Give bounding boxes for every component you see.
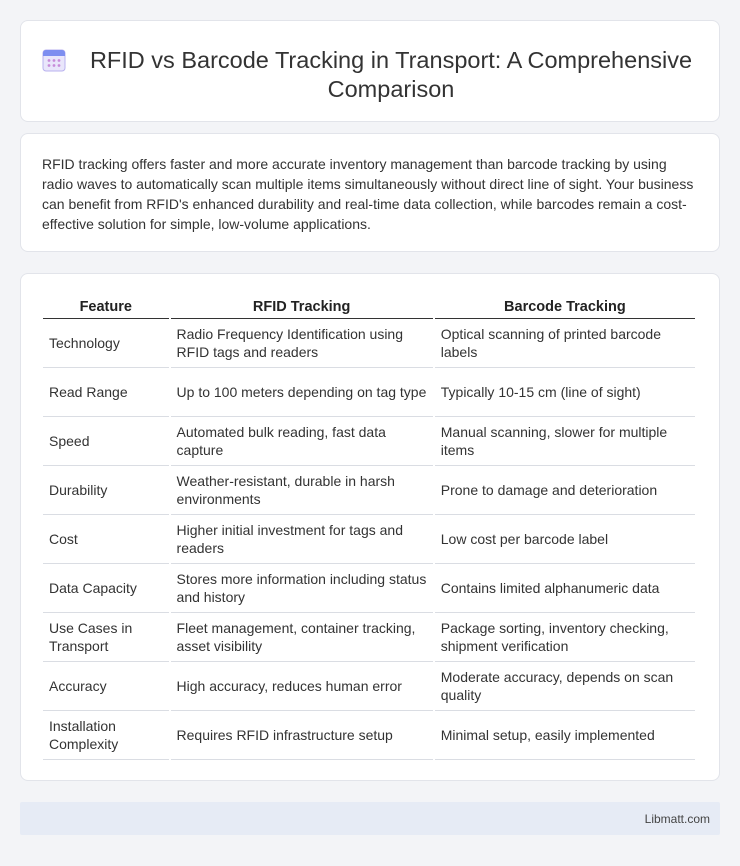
comparison-table [41,294,697,760]
rfid-cell: Requires RFID infrastructure setup [171,711,433,760]
rfid-cell: Stores more information including status and history [171,564,433,613]
feature-cell: Read Range [43,368,169,417]
header-rfid: RFID Tracking [171,294,433,319]
table-row [43,613,695,662]
feature-cell: Durability [43,466,169,515]
barcode-cell: Optical scanning of printed barcode labels [435,319,695,368]
table-header-row [43,294,695,319]
table-row [43,515,695,564]
feature-cell: Accuracy [43,662,169,711]
barcode-cell: Moderate accuracy, depends on scan quality [435,662,695,711]
table-row [43,564,695,613]
feature-cell: Cost [43,515,169,564]
barcode-cell: Contains limited alphanumeric data [435,564,695,613]
table-row [43,319,695,368]
intro-card [20,133,720,252]
table-row [43,711,695,760]
footer [20,802,720,835]
barcode-cell: Package sorting, inventory checking, shipment verification [435,613,695,662]
feature-cell: Data Capacity [43,564,169,613]
barcode-cell: Low cost per barcode label [435,515,695,564]
feature-cell: Use Cases in Transport [43,613,169,662]
rfid-cell: High accuracy, reduces human error [171,662,433,711]
feature-cell: Speed [43,417,169,466]
title-card [20,20,720,122]
table-row [43,466,695,515]
barcode-cell: Minimal setup, easily implemented [435,711,695,760]
rfid-cell: Up to 100 meters depending on tag type [171,368,433,417]
calendar-icon [41,47,67,73]
rfid-cell: Weather-resistant, durable in harsh environments [171,466,433,515]
barcode-cell: Manual scanning, slower for multiple items [435,417,695,466]
header-feature: Feature [43,294,169,319]
intro-paragraph: RFID tracking offers faster and more accurate inventory management than barcode tracking by using radio waves to automatically scan multiple items simultaneously without direct line of sight. Your business can benefit from RFID's enhanced durability and real-time data collection, while barcodes remain a cost-effective solution for simple, low-volume applications. [42,156,694,232]
rfid-cell: Higher initial investment for tags and readers [171,515,433,564]
barcode-cell: Prone to damage and deterioration [435,466,695,515]
header-barcode: Barcode Tracking [435,294,695,319]
feature-cell: Installation Complexity [43,711,169,760]
barcode-cell: Typically 10-15 cm (line of sight) [435,368,695,417]
rfid-cell: Automated bulk reading, fast data capture [171,417,433,466]
comparison-card [20,273,720,781]
title-wrap [21,21,719,104]
page-title: RFID vs Barcode Tracking in Transport: A Comprehensive Comparison [89,47,693,102]
table-row [43,662,695,711]
table-row [43,368,695,417]
rfid-cell: Radio Frequency Identification using RFID tags and readers [171,319,433,368]
rfid-cell: Fleet management, container tracking, asset visibility [171,613,433,662]
feature-cell: Technology [43,319,169,368]
footer-site-link[interactable]: Libmatt.com [644,812,710,826]
table-row [43,417,695,466]
